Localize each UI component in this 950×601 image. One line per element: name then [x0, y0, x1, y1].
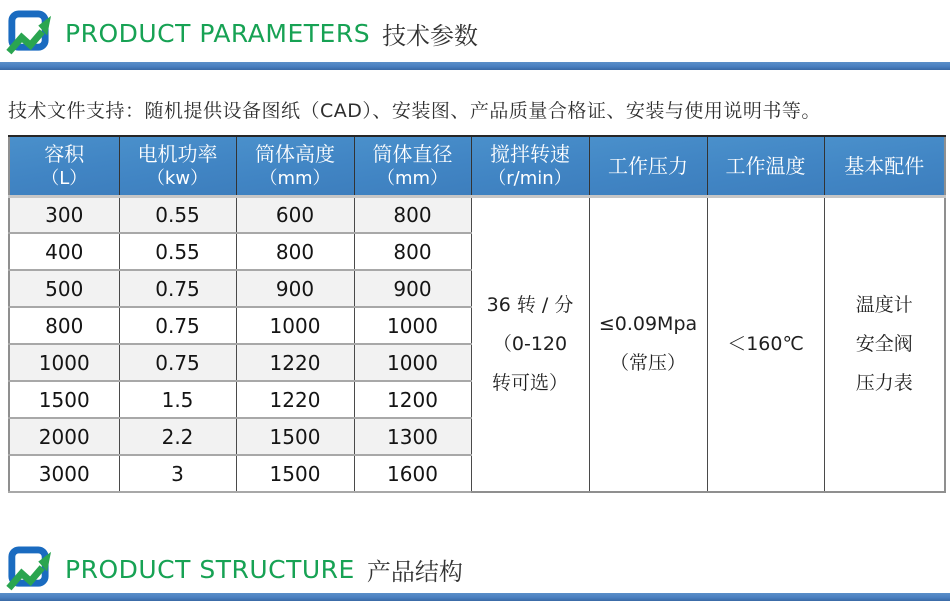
col-header-volume: 容积 （L） [9, 136, 119, 196]
cell-motor-power: 0.75 [119, 307, 236, 344]
cell-motor-power: 0.55 [119, 196, 236, 233]
section-title-en: PRODUCT PARAMETERS [65, 18, 371, 48]
cell-stir-speed: 36 转 / 分 （0-120 转可选） [471, 196, 589, 492]
col-header-working-temperature: 工作温度 [707, 136, 824, 196]
cell-volume: 2000 [9, 418, 119, 455]
cell-motor-power: 0.55 [119, 233, 236, 270]
section-title-en: PRODUCT STRUCTURE [65, 554, 355, 584]
cell-motor-power: 0.75 [119, 344, 236, 381]
cell-volume: 1000 [9, 344, 119, 381]
cell-volume: 800 [9, 307, 119, 344]
cell-motor-power: 3 [119, 455, 236, 492]
parameters-section-header [5, 8, 478, 58]
cell-barrel-diameter: 1000 [354, 344, 471, 381]
cell-barrel-diameter: 800 [354, 233, 471, 270]
cell-barrel-height: 900 [236, 270, 354, 307]
support-documents-text: 技术文件支持：随机提供设备图纸（CAD）、安装图、产品质量合格证、安装与使用说明书等。 [8, 100, 821, 122]
divider-bar-top [0, 62, 950, 70]
cell-volume: 500 [9, 270, 119, 307]
cell-working-temperature: ＜160℃ [707, 196, 824, 492]
cell-volume: 300 [9, 196, 119, 233]
cell-barrel-height: 1500 [236, 455, 354, 492]
brand-logo-icon [5, 10, 52, 57]
brand-logo-icon [5, 546, 52, 593]
cell-barrel-height: 1000 [236, 307, 354, 344]
cell-barrel-height: 600 [236, 196, 354, 233]
cell-motor-power: 0.75 [119, 270, 236, 307]
cell-barrel-height: 1220 [236, 344, 354, 381]
col-header-stir-speed: 搅拌转速 （r/min） [471, 136, 589, 196]
col-header-working-pressure: 工作压力 [589, 136, 707, 196]
cell-barrel-diameter: 1000 [354, 307, 471, 344]
cell-motor-power: 1.5 [119, 381, 236, 418]
cell-barrel-diameter: 800 [354, 196, 471, 233]
section-title-zh: 产品结构 [366, 557, 463, 586]
table-header-row [9, 136, 945, 196]
cell-volume: 3000 [9, 455, 119, 492]
divider-bar-bottom [0, 593, 950, 601]
col-header-barrel-diameter: 筒体直径 （mm） [354, 136, 471, 196]
cell-volume: 1500 [9, 381, 119, 418]
cell-basic-accessories: 温度计 安全阀 压力表 [824, 196, 945, 492]
col-header-motor-power: 电机功率 （kw） [119, 136, 236, 196]
cell-barrel-diameter: 1300 [354, 418, 471, 455]
table-row [9, 196, 945, 233]
cell-volume: 400 [9, 233, 119, 270]
structure-section-header [5, 544, 463, 594]
section-title-zh: 技术参数 [382, 21, 479, 50]
parameters-table [8, 135, 946, 493]
cell-barrel-height: 1500 [236, 418, 354, 455]
cell-barrel-height: 1220 [236, 381, 354, 418]
cell-barrel-diameter: 1600 [354, 455, 471, 492]
col-header-barrel-height: 筒体高度 （mm） [236, 136, 354, 196]
cell-barrel-diameter: 900 [354, 270, 471, 307]
cell-barrel-diameter: 1200 [354, 381, 471, 418]
cell-working-pressure: ≤0.09Mpa （常压） [589, 196, 707, 492]
col-header-basic-accessories: 基本配件 [824, 136, 945, 196]
cell-motor-power: 2.2 [119, 418, 236, 455]
cell-barrel-height: 800 [236, 233, 354, 270]
